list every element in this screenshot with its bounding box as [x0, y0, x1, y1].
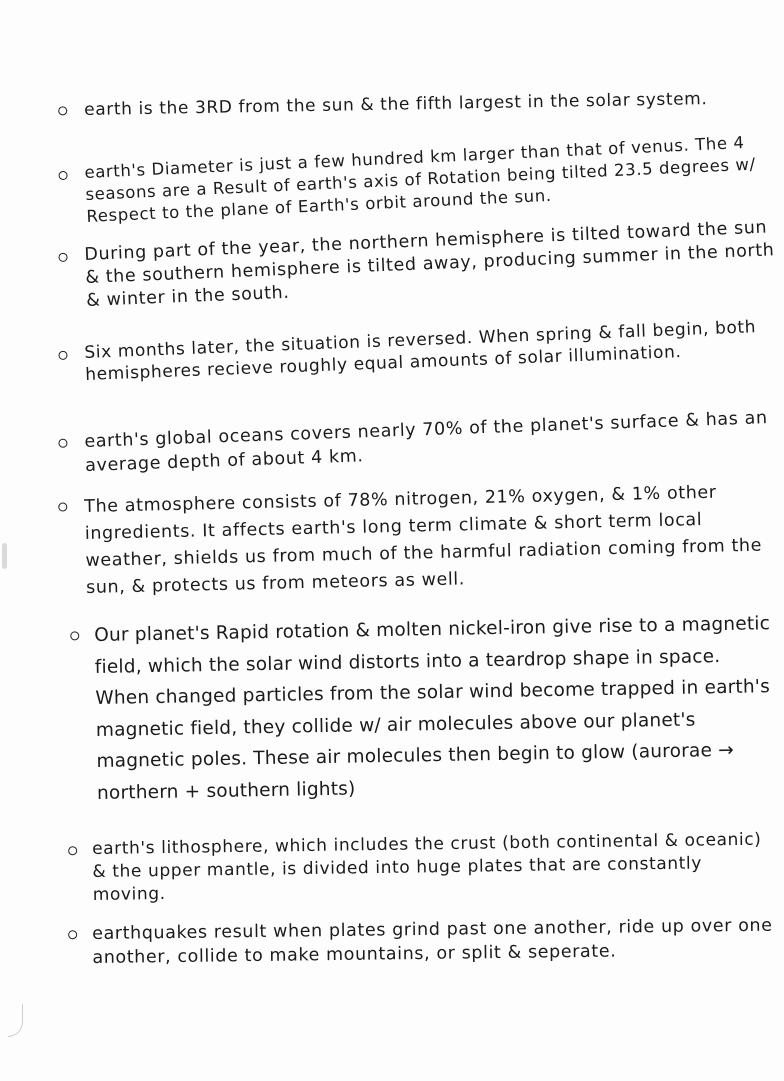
note-diameter-seasons	[84, 131, 776, 228]
bullet-circle-icon	[58, 502, 67, 511]
note-text: Six months later, the situation is reversed. When spring & fall begin, both hemispheres recieve roughly equal amounts of solar illumination.	[84, 317, 757, 385]
bullet-circle-icon	[58, 253, 67, 262]
note-global-oceans	[84, 406, 775, 478]
note-earth-position	[84, 86, 774, 122]
bullet-circle-icon	[70, 631, 79, 640]
note-earthquakes	[92, 914, 777, 970]
note-text: earth's lithosphere, which includes the crust (both continental & oceanic) & the upper mantle, is divided into huge plates that are constantly moving.	[92, 829, 762, 905]
note-text: earthquakes result when plates grind past one another, ride up over one another, collide to make mountains, or split & seperate.	[92, 915, 773, 968]
note-lithosphere	[92, 828, 777, 907]
note-text: earth is the 3RD from the sun & the fifth largest in the solar system.	[84, 89, 708, 120]
bullet-circle-icon	[58, 351, 67, 360]
bullet-circle-icon	[68, 930, 77, 939]
bullet-circle-icon	[58, 106, 67, 115]
note-atmosphere	[84, 478, 776, 602]
note-text: earth's Diameter is just a few hundred km larger than that of venus. The 4 seasons are a Result of earth's axis of Rotation being tilted 23.5 degrees w/ Respect to the plane of Earth's orbit around the sun.	[84, 133, 757, 226]
bullet-circle-icon	[68, 846, 77, 855]
bullet-circle-icon	[58, 171, 67, 180]
note-text: The atmosphere consists of 78% nitrogen, 21% oxygen, & 1% other ingredients. It affects earth's long term climate & short term local weather, shields us from much of the harmful radiation coming from the sun, & protects us from meteors as well.	[84, 482, 763, 598]
note-six-months-later	[84, 316, 775, 386]
note-text: During part of the year, the northern hemisphere is tilted toward the sun & the southern hemisphere is tilted away, producing summer in the north & winter in the south.	[84, 217, 775, 311]
note-text: earth's global oceans covers nearly 70% of the planet's surface & has an average depth of about 4 km.	[84, 408, 768, 476]
note-magnetic-field	[94, 608, 775, 809]
page-edge-smudge	[2, 543, 7, 569]
note-text: Our planet's Rapid rotation & molten nickel-iron give rise to a magnetic field, which the solar wind distorts into a teardrop shape in space. When changed particles from the solar wind become trapped in earth's magnetic field, they collide w/ air molecules above our planet's magnetic poles. These air molecules then begin to glow (aurorae → northern + southern lights)	[94, 613, 771, 804]
bullet-circle-icon	[58, 439, 67, 448]
note-hemisphere-tilt	[84, 216, 776, 313]
